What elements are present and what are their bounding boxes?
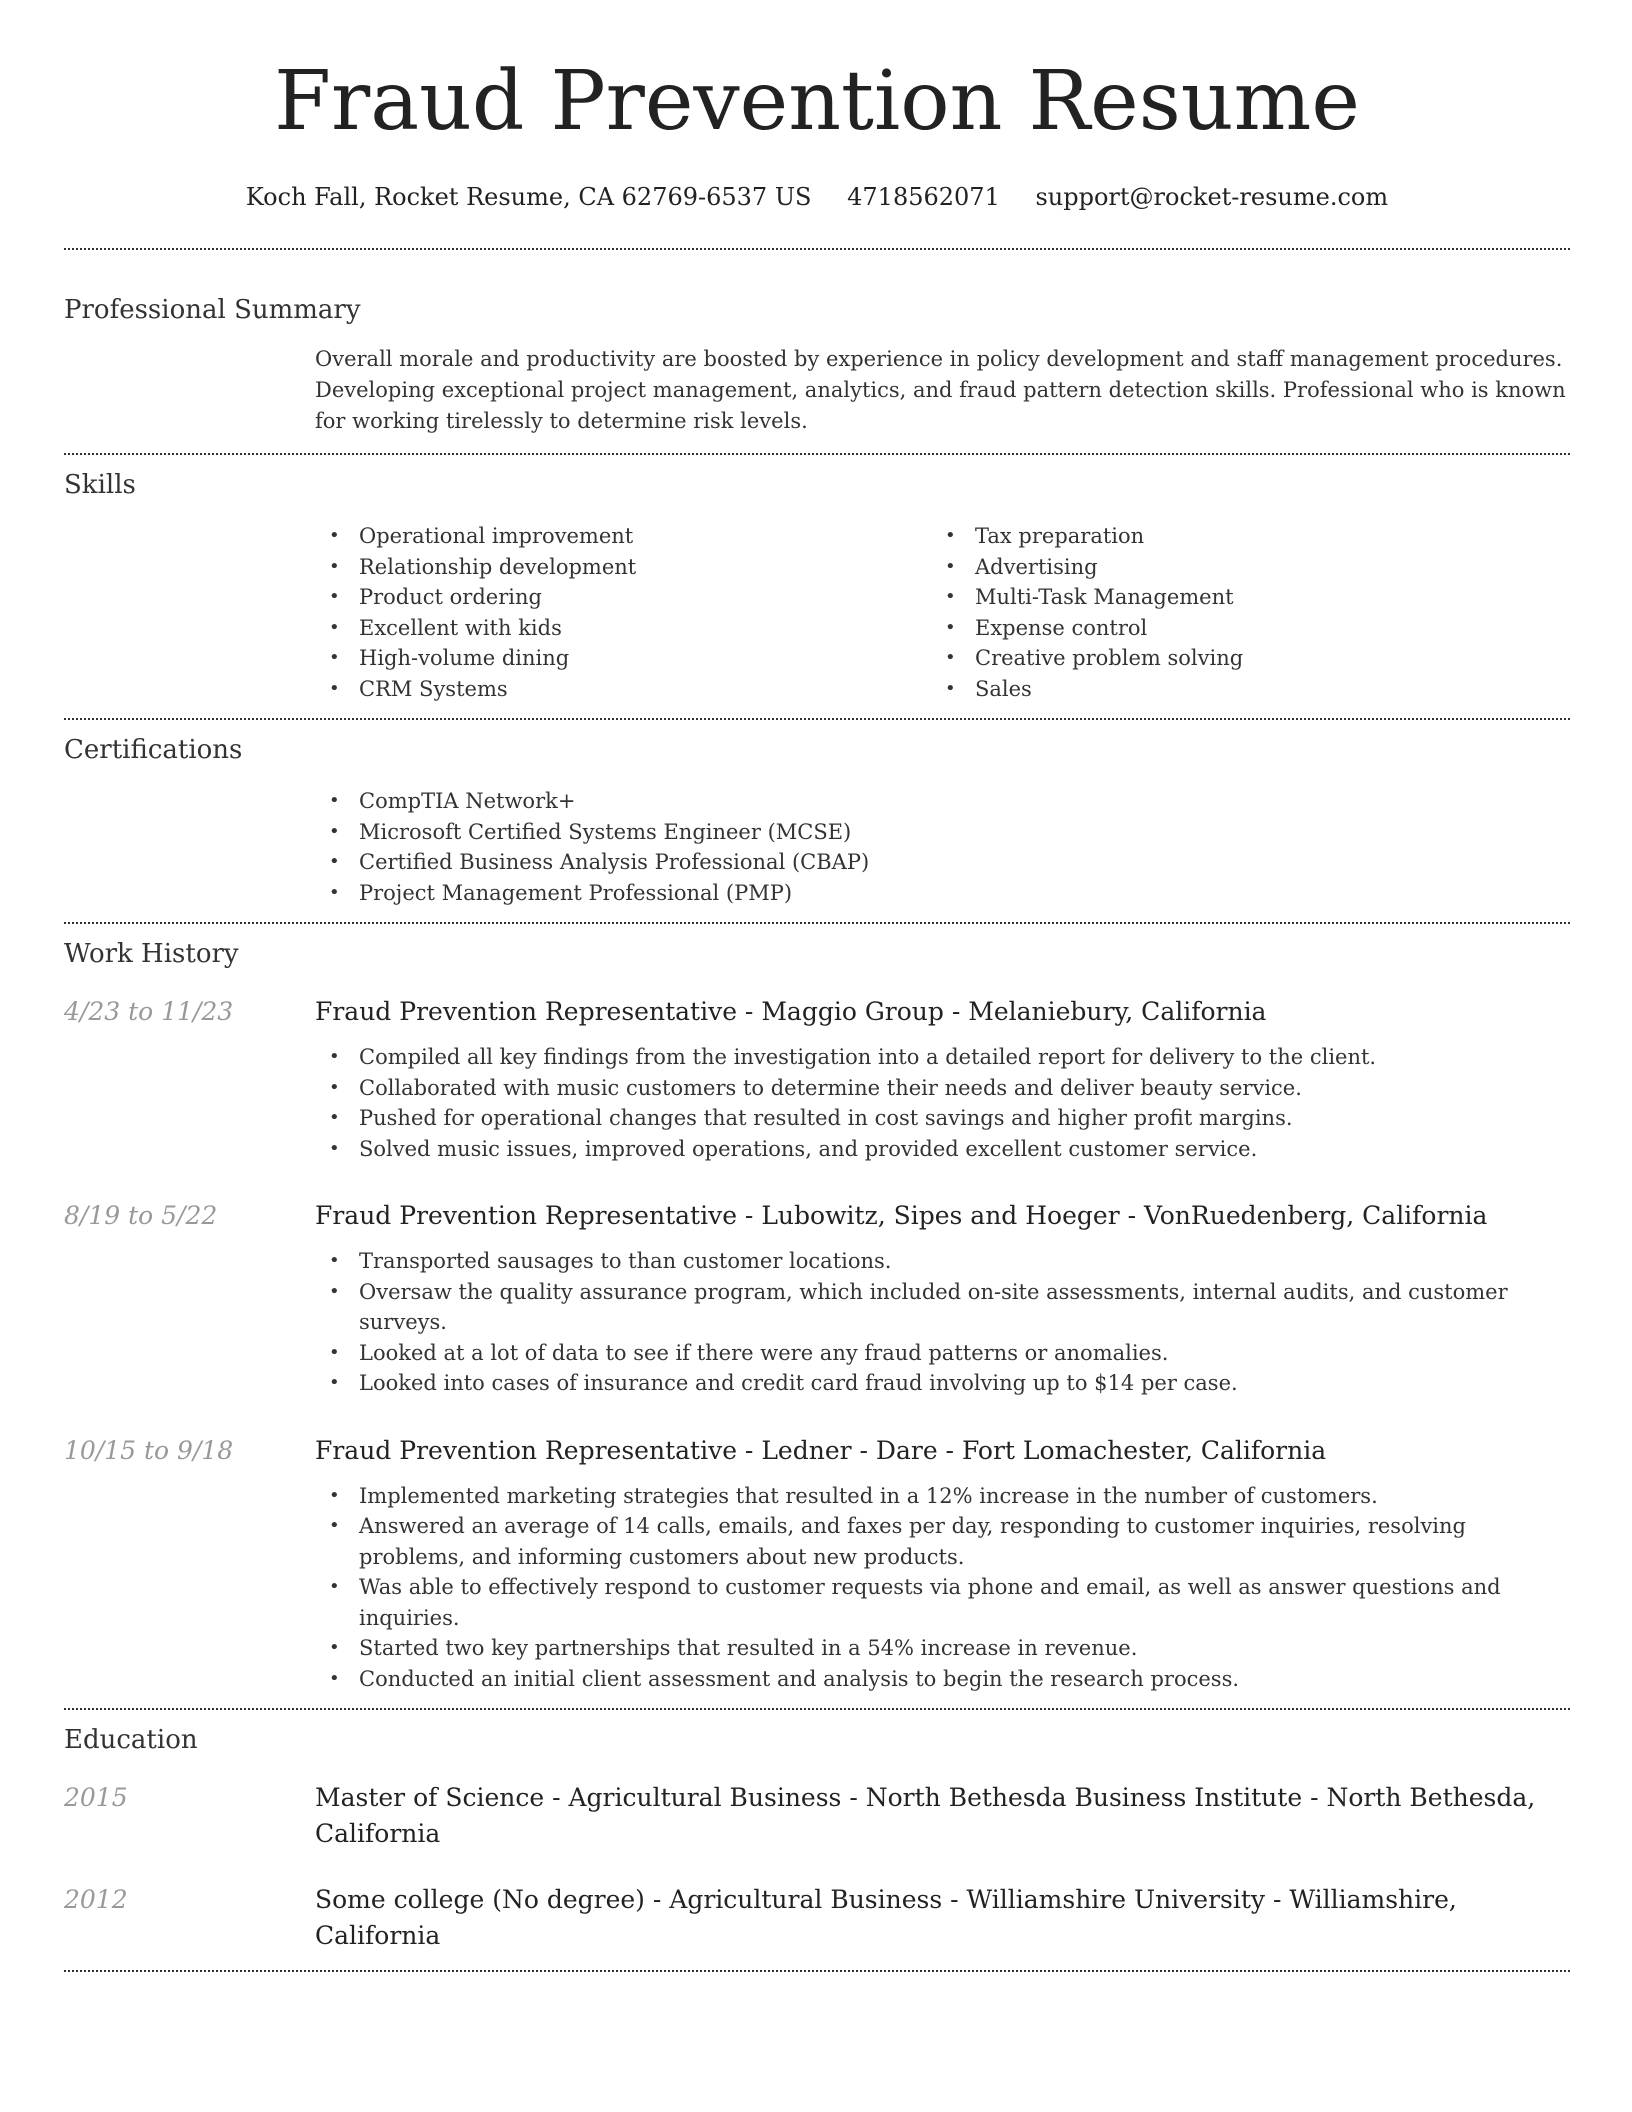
skill-item: • Sales — [931, 674, 1547, 705]
skills-column-right — [931, 521, 1547, 704]
job-bullet: • Looked into cases of insurance and credit card fraud involving up to $14 per case. — [315, 1368, 1570, 1399]
skills-column-left — [315, 521, 931, 704]
section-title-summary: Professional Summary — [64, 295, 361, 325]
skill-item: • Multi-Task Management — [931, 582, 1547, 613]
resume-page — [64, 0, 1570, 1972]
contact-line — [64, 180, 1570, 214]
education-heading: Some college (No degree) - Agricultural Business - Williamshire University - Williamshire, California — [315, 1885, 1457, 1950]
skills-list — [315, 521, 1570, 704]
job-heading: Fraud Prevention Representative - Maggio Group - Melaniebury, California — [315, 997, 1267, 1026]
skill-item: • Creative problem solving — [931, 643, 1547, 674]
certification-item: • Certified Business Analysis Professional (CBAP) — [315, 847, 1570, 878]
job-dates: 8/19 to 5/22 — [64, 1201, 218, 1230]
education-year: 2015 — [64, 1783, 128, 1812]
job-header — [64, 1198, 1570, 1234]
section-title-certifications: Certifications — [64, 735, 243, 765]
skill-item: • Expense control — [931, 613, 1547, 644]
skills-section — [64, 467, 1570, 704]
section-title-work-history: Work History — [64, 939, 239, 969]
section-title-skills: Skills — [64, 470, 136, 500]
job-bullet: • Collaborated with music customers to determine their needs and deliver beauty service. — [315, 1073, 1570, 1104]
divider — [64, 1970, 1570, 1972]
job-bullet: • Conducted an initial client assessment and analysis to begin the research process. — [315, 1664, 1570, 1695]
divider — [64, 718, 1570, 720]
summary-section — [64, 292, 1570, 437]
education-heading: Master of Science - Agricultural Business - North Bethesda Business Institute - North Bethesda, California — [315, 1783, 1536, 1848]
job-bullets — [315, 1246, 1570, 1399]
job-bullets — [315, 1042, 1570, 1164]
job-bullet: • Pushed for operational changes that resulted in cost savings and higher profit margins. — [315, 1103, 1570, 1134]
skill-item: • Excellent with kids — [315, 613, 931, 644]
job-bullet: • Answered an average of 14 calls, emails, and faxes per day, responding to customer inquiries, resolving problems, and informing customers about new products. — [315, 1511, 1570, 1572]
certification-item: • Microsoft Certified Systems Engineer (MCSE) — [315, 817, 1570, 848]
divider — [64, 922, 1570, 924]
certifications-section — [64, 732, 1570, 908]
skill-item: • Operational improvement — [315, 521, 931, 552]
job-bullet: • Transported sausages to than customer locations. — [315, 1246, 1570, 1277]
certification-item: • Project Management Professional (PMP) — [315, 878, 1570, 909]
section-title-education: Education — [64, 1725, 198, 1755]
summary-text: Overall morale and productivity are boosted by experience in policy development and staff management procedures. Developing exceptional project management, analytics, and fraud pattern detection skills. Professional who is known for working tirelessly to determine risk levels. — [315, 347, 1566, 433]
job-header — [64, 994, 1570, 1030]
job-bullet: • Started two key partnerships that resulted in a 54% increase in revenue. — [315, 1633, 1570, 1664]
job-entry — [64, 1198, 1570, 1399]
job-bullet: • Looked at a lot of data to see if there were any fraud patterns or anomalies. — [315, 1338, 1570, 1369]
job-header — [64, 1433, 1570, 1469]
resume-title: Fraud Prevention Resume — [274, 54, 1360, 149]
job-bullet: • Was able to effectively respond to customer requests via phone and email, as well as answer questions and inquiries. — [315, 1572, 1570, 1633]
contact-address: Koch Fall, Rocket Resume, CA 62769-6537 US — [245, 183, 812, 211]
skill-item: • Product ordering — [315, 582, 931, 613]
divider — [64, 248, 1570, 250]
job-bullet: • Oversaw the quality assurance program, which included on-site assessments, internal audits, and customer surveys. — [315, 1277, 1570, 1338]
education-section — [64, 1722, 1570, 1954]
certifications-list — [315, 786, 1570, 908]
contact-phone: 4718562071 — [847, 183, 1000, 211]
job-bullet: • Solved music issues, improved operations, and provided excellent customer service. — [315, 1134, 1570, 1165]
job-entry — [64, 1433, 1570, 1695]
certification-item: • CompTIA Network+ — [315, 786, 1570, 817]
job-dates: 10/15 to 9/18 — [64, 1435, 234, 1465]
job-entry — [64, 994, 1570, 1164]
job-heading: Fraud Prevention Representative - Lubowitz, Sipes and Hoeger - VonRuedenberg, California — [315, 1201, 1488, 1230]
job-heading: Fraud Prevention Representative - Ledner - Dare - Fort Lomachester, California — [315, 1435, 1327, 1465]
job-bullets — [315, 1481, 1570, 1695]
contact-email: support@rocket-resume.com — [1035, 183, 1389, 211]
job-dates: 4/23 to 11/23 — [64, 997, 234, 1026]
skill-item: • Advertising — [931, 552, 1547, 583]
skill-item: • CRM Systems — [315, 674, 931, 705]
divider — [64, 453, 1570, 455]
education-entry — [64, 1882, 1570, 1954]
education-entry — [64, 1780, 1570, 1852]
skill-item: • Relationship development — [315, 552, 931, 583]
job-bullet: • Implemented marketing strategies that resulted in a 12% increase in the number of customers. — [315, 1481, 1570, 1512]
skill-item: • High-volume dining — [315, 643, 931, 674]
job-bullet: • Compiled all key findings from the investigation into a detailed report for delivery to the client. — [315, 1042, 1570, 1073]
education-year: 2012 — [64, 1885, 128, 1914]
skill-item: • Tax preparation — [931, 521, 1547, 552]
divider — [64, 1708, 1570, 1710]
work-history-section — [64, 936, 1570, 1694]
